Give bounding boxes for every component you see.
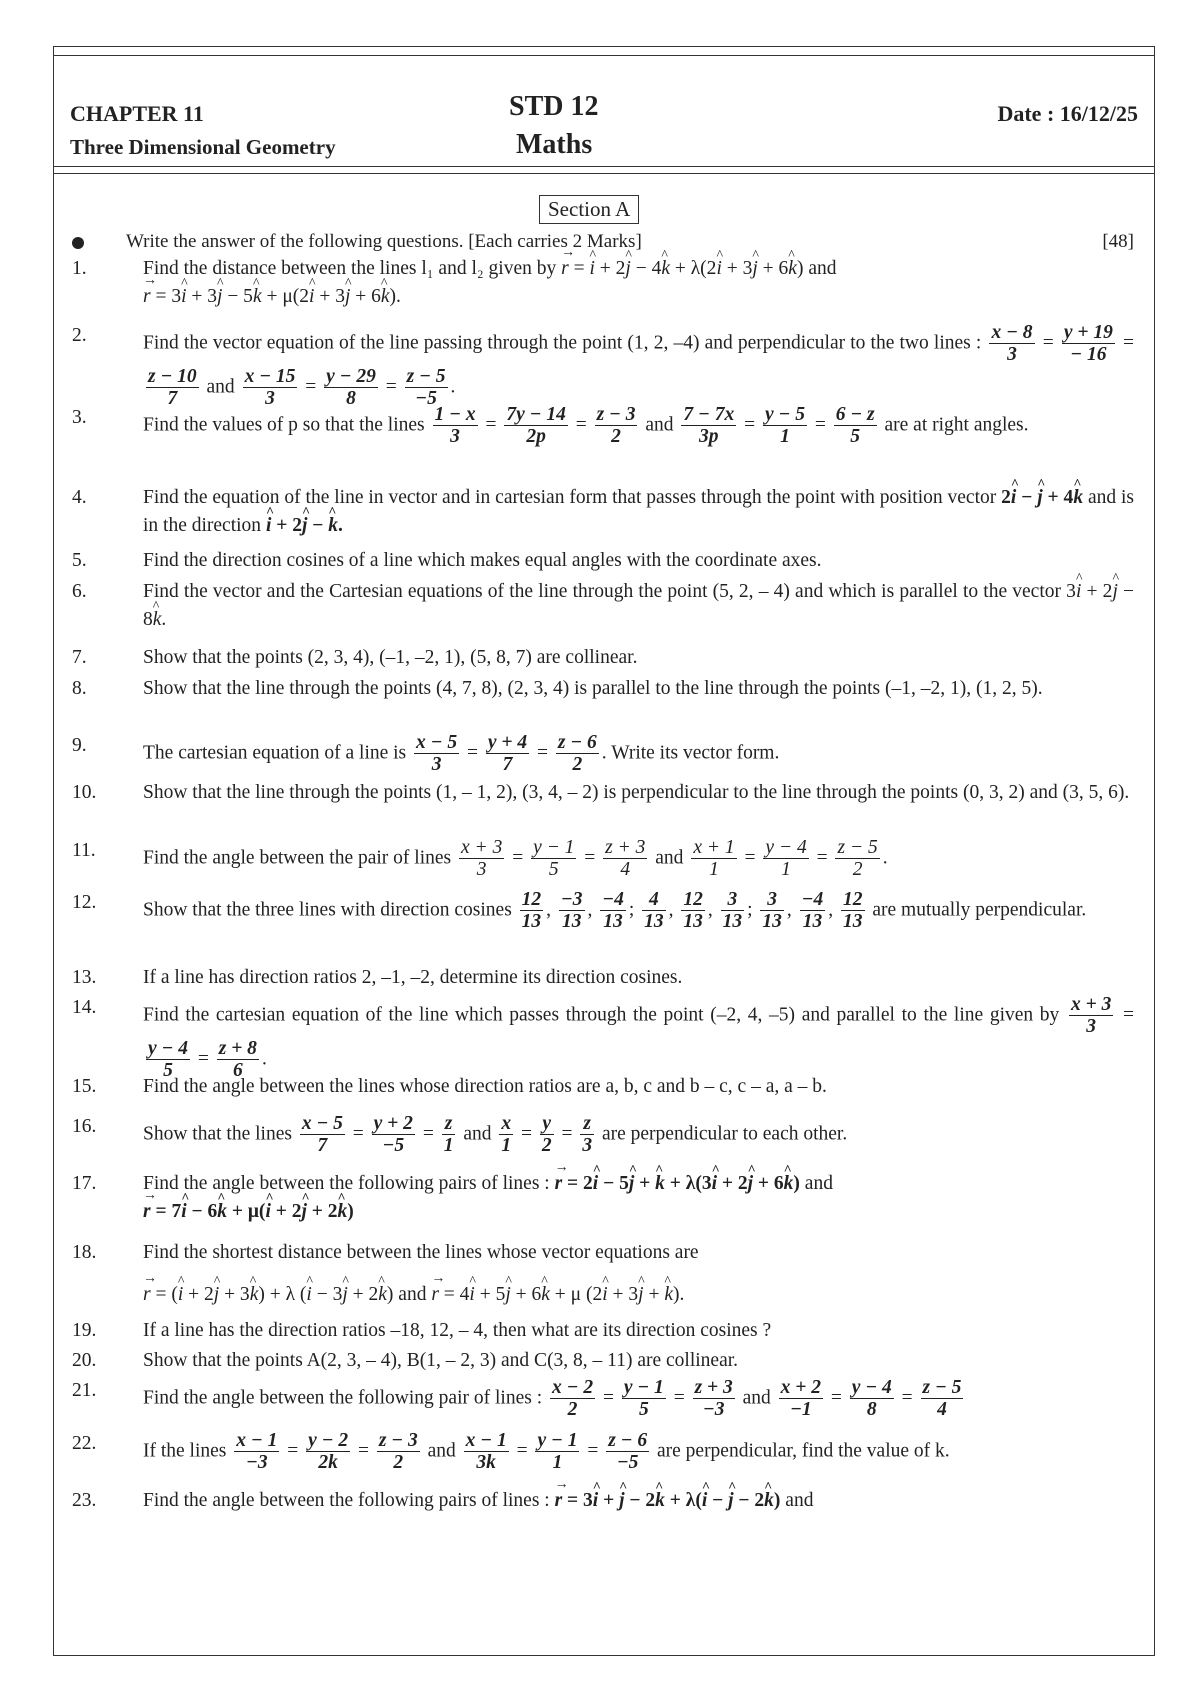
date-label: Date : 16/12/25	[997, 101, 1138, 126]
header-rule-1	[54, 166, 1154, 167]
subject-label: Maths	[516, 129, 593, 160]
std-label: STD 12	[509, 91, 599, 122]
question-number: 1.	[72, 258, 87, 279]
total-marks: [48]	[1102, 231, 1134, 252]
bullet-icon	[72, 237, 84, 249]
question-paper: CHAPTER 11 Three Dimensional Geometry STD 12 Maths Date : 16/12/25 Section A Write the answer of the following questions. [Each carries 2 Marks] [48] 1. Find the distance between the lines l₁ and l₂ given by → r = ^ i + 2^ j − 4^ k + λ(2^ i + 3^ j + 6^ k) and → r = 3^ i + 3^ j − 5^ k + μ(2^ i + 3^ j + 6^ k). 2. Find the vector equation of the line passing through the point (1, 2, –4) and perpendicular to the two lines : $\frac{x - 8}{3}$ = $\frac{y + 19}{- 16}$ = $\frac{z - 10}{7}$ and $\frac{x - 15}{3}$ = $\frac{y - 29}{8}$ = $\frac{z - 5}{-5}$ . 3. Find the values of p so that the lines $\frac{1 - x}{3}$ = $\frac{7y - 14}{2p}$ = $\frac{z - 3}{2}$ and $\frac{7 - 7x}{3p}$ = $\frac{y - 5}{1}$ = $\frac{6 - z}{5}$ are at right angles. 4. Find the equation of the line in vector and in cartesian form that passes through the point with position vector 2^ i − ^ j + 4^ k and is in the direction ^ i + 2^ j − ^ k. 5. Find the direction cosines of a line which makes equal angles with the coordinate axes. 6. Find the vector and the Cartesian equations of the line through the point (5, 2, – 4) and which is parallel to the vector 3^ i + 2^ j − 8^ k. 7. Show that the points (2, 3, 4), (–1, –2, 1), (5, 8, 7) are collinear. 8. Show that the line through the points (4, 7, 8), (2, 3, 4) is parallel to the line through the points (–1, –2, 1), (1, 2, 5). 9. The cartesian equation of a line is $\frac{x - 5}{3}$ = $\frac{y + 4}{7}$ = $\frac{z - 6}{2}$ . Write its vector form. 10. Show that the line through the points (1, – 1, 2), (3, 4, – 2) is perpendicular to the line through the points (0, 3, 2) and (3, 5, 6). 11. Find the angle between the pair of lines $\frac{x + 3}{3}$ = $\frac{y - 1}{5}$ = $\frac{z + 3}{4}$ and $\frac{x + 1}{1}$ = $\frac{y - 4}{1}$ = $\frac{z - 5}{2}$ . 12. Show that the three lines with direction cosines $\frac{12}{13}$ , $\frac{-3}{13}$ , $\frac{-4}{13}$ ; $\frac{4}{13}$ , $\frac{12}{13}$ , $\frac{3}{13}$ ; $\frac{3}{13}$ , $\frac{-4}{13}$ , $\frac{12}{13}$ are mutually perpendicular. 13. If a line has direction ratios 2, –1, –2, determine its direction cosines. 14. Find the cartesian equation of the line which passes through the point (–2, 4, –5) and parallel to the line given by $\frac{x + 3}{3}$ = $\frac{y - 4}{5}$ = $\frac{z + 8}{6}$ . 15. Find the angle between the lines whose direction ratios are a, b, c and b – c, c – a, a – b. 16. Show that the lines $\frac{x - 5}{7}$ = $\frac{y + 2}{-5}$ = $\frac{z}{1}$ and $\frac{x}{1}$ = $\frac{y}{2}$ = $\frac{z}{3}$ are perpendicular to each other. 17. Find the angle between the following pairs of lines : → r = 2^ i − 5^ j + ^ k + λ(3^ i + 2^ j + 6^ k) and → r = 7^ i − 6^ k + μ(^ i + 2^ j + 2^ k) 18. Find the shortest distance between the lines whose vector equations are → r = (^ i + 2^ j + 3^ k) + λ (^ i − 3^ j + 2^ k) and → r = 4^ i + 5^ j + 6^ k + μ (2^ i + 3^ j + ^ k). 19. If a line has the direction ratios –18, 12, – 4, then what are its direction cosines ? 20. Show that the points A(2, 3, – 4), B(1, – 2, 3) and C(3, 8, – 11) are collinear. 21. Find the angle between the following pair of lines : $\frac{x - 2}{2}$ = $\frac{y - 1}{5}$ = $\frac{z + 3}{-3}$ and $\frac{x + 2}{-1}$ = $\frac{y - 4}{8}$ = $\frac{z - 5}{4}$ 22. If the lines $\frac{x - 1}{-3}$ = $\frac{y - 2}{2k}$ = $\frac{z - 3}{2}$ and $\frac{x - 1}{3k}$ = $\frac{y - 1}{1}$ = $\frac{z - 6}{-5}$ are perpendicular, find the value of k. 23. Find the angle between the following pairs of lines : → r = 3^ i + ^ j − 2^ k + λ(^ i − ^ j − 2^ k) and	[53, 46, 1155, 1656]
instruction-line	[72, 231, 1134, 253]
chapter-number: CHAPTER 11	[70, 101, 204, 126]
section-label: Section A	[539, 195, 639, 224]
chapter-title: Three Dimensional Geometry	[70, 135, 336, 159]
header-rule-2	[54, 173, 1154, 174]
instruction-text: Write the answer of the following questions. [Each carries 2 Marks]	[126, 231, 642, 252]
top-rule	[54, 55, 1154, 56]
